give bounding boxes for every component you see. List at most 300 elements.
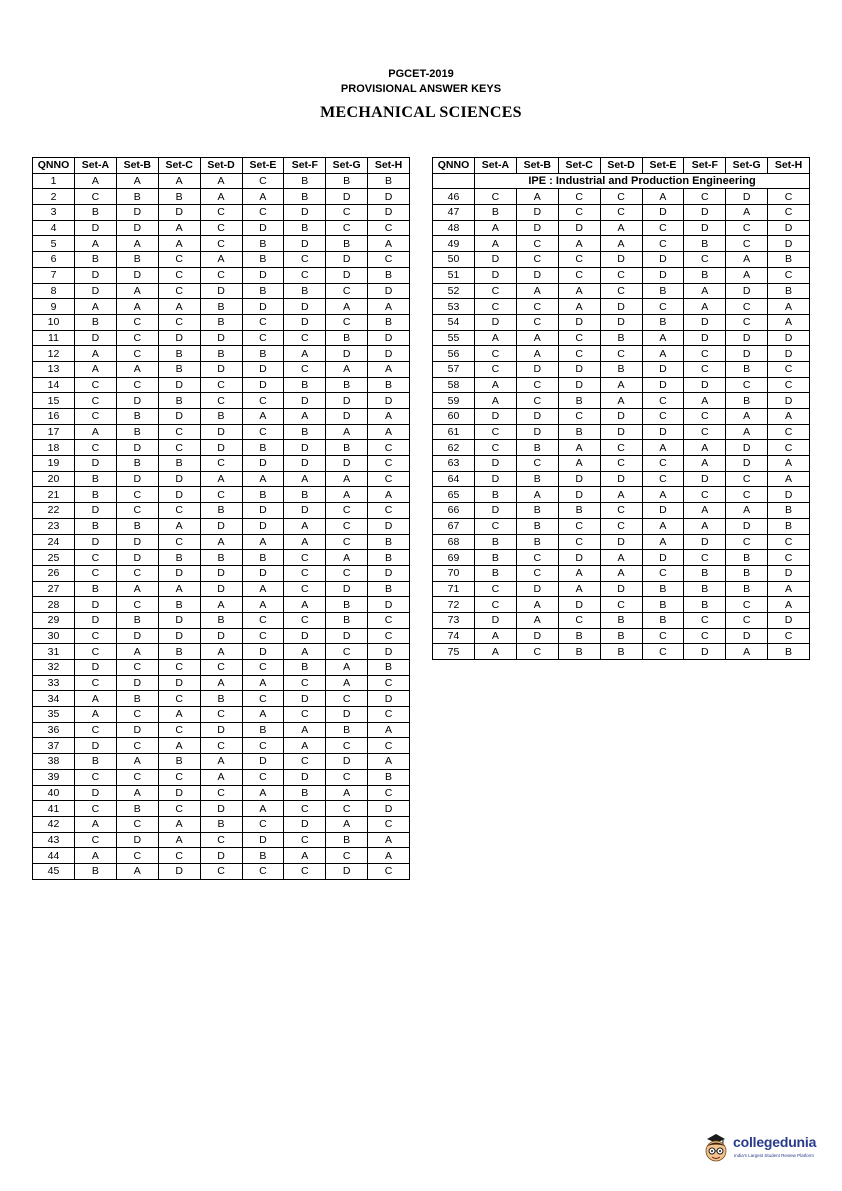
question-number-cell: 32 (33, 660, 75, 676)
answer-cell: B (768, 283, 810, 299)
answer-cell: D (158, 565, 200, 581)
table-row (433, 252, 810, 268)
answer-cell: A (75, 236, 117, 252)
answer-cell: C (242, 738, 284, 754)
table-row (33, 754, 410, 770)
answer-cell: D (475, 252, 517, 268)
answer-cell: C (558, 612, 600, 628)
question-number-cell: 73 (433, 612, 475, 628)
answer-cell: C (726, 534, 768, 550)
answer-cell: B (684, 267, 726, 283)
answer-cell: B (600, 628, 642, 644)
answer-cell: B (242, 848, 284, 864)
answer-cell: A (242, 801, 284, 817)
answer-cell: D (600, 581, 642, 597)
answer-cell: C (558, 252, 600, 268)
answer-cell: C (368, 816, 410, 832)
table-row (33, 252, 410, 268)
answer-cell: D (326, 267, 368, 283)
answer-cell: C (475, 597, 517, 613)
table-row (33, 628, 410, 644)
answer-cell: D (284, 816, 326, 832)
column-header-set-f: Set-F (284, 158, 326, 174)
answer-cell: A (158, 173, 200, 189)
answer-cell: A (284, 722, 326, 738)
answer-cell: A (242, 597, 284, 613)
answer-cell: B (558, 644, 600, 660)
answer-cell: D (284, 456, 326, 472)
answer-cell: C (284, 707, 326, 723)
answer-cell: D (75, 785, 117, 801)
answer-cell: D (242, 267, 284, 283)
answer-cell: C (368, 863, 410, 879)
answer-cell: A (600, 565, 642, 581)
answer-cell: D (75, 534, 117, 550)
answer-cell: C (368, 675, 410, 691)
column-header-set-e: Set-E (642, 158, 684, 174)
question-number-cell: 24 (33, 534, 75, 550)
answer-cell: A (116, 581, 158, 597)
answer-cell: A (326, 487, 368, 503)
answer-cell: A (726, 644, 768, 660)
answer-cell: D (642, 252, 684, 268)
answer-cell: B (768, 644, 810, 660)
answer-cell: D (516, 205, 558, 221)
answer-cell: C (600, 518, 642, 534)
answer-cell: C (75, 769, 117, 785)
answer-cell: C (200, 863, 242, 879)
answer-cell: D (75, 738, 117, 754)
answer-cell: C (768, 440, 810, 456)
answer-cell: C (200, 456, 242, 472)
answer-cell: A (642, 330, 684, 346)
answer-cell: D (200, 722, 242, 738)
answer-cell: B (684, 565, 726, 581)
table-row (33, 236, 410, 252)
answer-cell: C (242, 393, 284, 409)
answer-cell: C (516, 299, 558, 315)
answer-cell: D (326, 409, 368, 425)
answer-cell: C (642, 644, 684, 660)
answer-cell: A (368, 487, 410, 503)
answer-cell: C (158, 534, 200, 550)
answer-cell: C (516, 565, 558, 581)
question-number-cell: 16 (33, 409, 75, 425)
table-row (433, 409, 810, 425)
answer-cell: D (326, 189, 368, 205)
answer-cell: B (200, 550, 242, 566)
answer-cell: D (284, 440, 326, 456)
answer-cell: D (75, 220, 117, 236)
answer-cell: A (158, 581, 200, 597)
answer-cell: D (642, 424, 684, 440)
answer-cell: A (326, 299, 368, 315)
exam-title: PGCET-2019 (388, 68, 454, 80)
answer-cell: C (768, 361, 810, 377)
answer-cell: D (326, 628, 368, 644)
answer-cell: B (326, 173, 368, 189)
answer-cell: C (242, 612, 284, 628)
answer-cell: C (684, 346, 726, 362)
table-row (433, 299, 810, 315)
answer-cell: C (516, 456, 558, 472)
answer-cell: D (116, 471, 158, 487)
answer-cell: A (516, 189, 558, 205)
answer-cell: A (516, 612, 558, 628)
answer-cell: B (475, 550, 517, 566)
answer-cell: C (600, 456, 642, 472)
answer-cell: C (200, 785, 242, 801)
answer-cell: C (116, 314, 158, 330)
answer-cell: A (368, 424, 410, 440)
answer-cell: B (242, 550, 284, 566)
answer-cell: C (158, 848, 200, 864)
answer-cell: A (200, 534, 242, 550)
answer-cell: A (642, 189, 684, 205)
question-number-cell: 35 (33, 707, 75, 723)
question-number-cell: 72 (433, 597, 475, 613)
question-number-cell: 49 (433, 236, 475, 252)
answer-cell: B (75, 487, 117, 503)
answer-cell: A (475, 377, 517, 393)
answer-cell: C (75, 189, 117, 205)
table-row (433, 346, 810, 362)
answer-cell: C (600, 346, 642, 362)
answer-cell: D (684, 330, 726, 346)
question-number-cell: 17 (33, 424, 75, 440)
column-header-set-a: Set-A (475, 158, 517, 174)
answer-cell: A (242, 707, 284, 723)
column-header-set-f: Set-F (684, 158, 726, 174)
answer-cell: D (242, 456, 284, 472)
answer-cell: C (642, 220, 684, 236)
answer-cell: A (475, 644, 517, 660)
answer-key-table-right (432, 157, 810, 660)
answer-cell: C (284, 330, 326, 346)
answer-cell: D (284, 503, 326, 519)
answer-cell: C (326, 220, 368, 236)
answer-cell: C (200, 832, 242, 848)
answer-cell: A (75, 173, 117, 189)
answer-cell: C (726, 299, 768, 315)
answer-cell: D (242, 503, 284, 519)
answer-cell: D (75, 267, 117, 283)
answer-cell: A (200, 644, 242, 660)
answer-cell: D (158, 471, 200, 487)
answer-cell: A (242, 581, 284, 597)
answer-cell: D (116, 393, 158, 409)
answer-cell: A (558, 565, 600, 581)
mascot-icon (701, 1130, 731, 1164)
answer-cell: A (600, 393, 642, 409)
answer-cell: D (75, 283, 117, 299)
answer-cell: C (642, 299, 684, 315)
question-number-cell: 37 (33, 738, 75, 754)
answer-cell: D (368, 330, 410, 346)
answer-cell: B (242, 236, 284, 252)
answer-cell: D (600, 424, 642, 440)
column-header-set-a: Set-A (75, 158, 117, 174)
answer-cell: D (600, 471, 642, 487)
answer-cell: A (558, 299, 600, 315)
answer-cell: D (642, 267, 684, 283)
answer-cell: A (242, 471, 284, 487)
answer-cell: D (516, 424, 558, 440)
answer-cell: D (368, 565, 410, 581)
table-header-row (433, 158, 810, 174)
answer-cell: A (600, 487, 642, 503)
answer-cell: D (558, 377, 600, 393)
answer-cell: B (116, 252, 158, 268)
answer-cell: C (368, 440, 410, 456)
answer-cell: C (158, 722, 200, 738)
answer-cell: B (200, 816, 242, 832)
answer-cell: D (768, 220, 810, 236)
answer-cell: A (600, 377, 642, 393)
answer-cell: B (242, 440, 284, 456)
answer-cell: C (75, 565, 117, 581)
question-number-cell: 48 (433, 220, 475, 236)
answer-cell: A (200, 173, 242, 189)
answer-cell: D (475, 409, 517, 425)
table-row (33, 314, 410, 330)
answer-cell: B (116, 424, 158, 440)
answer-cell: A (684, 503, 726, 519)
answer-cell: D (516, 361, 558, 377)
logo-wordmark: collegedunia (733, 1134, 817, 1150)
answer-cell: C (558, 409, 600, 425)
answer-cell: A (475, 393, 517, 409)
answer-cell: B (75, 518, 117, 534)
column-header-set-c: Set-C (158, 158, 200, 174)
answer-cell: A (284, 848, 326, 864)
answer-cell: B (726, 361, 768, 377)
answer-cell: C (116, 660, 158, 676)
answer-cell: D (558, 550, 600, 566)
column-header-set-b: Set-B (516, 158, 558, 174)
answer-cell: B (242, 487, 284, 503)
answer-cell: C (326, 503, 368, 519)
answer-cell: C (475, 424, 517, 440)
answer-cell: C (642, 628, 684, 644)
answer-cell: C (116, 738, 158, 754)
answer-cell: D (116, 267, 158, 283)
answer-cell: C (768, 534, 810, 550)
table-row (33, 660, 410, 676)
answer-cell: D (558, 471, 600, 487)
answer-cell: A (200, 675, 242, 691)
question-number-cell: 5 (33, 236, 75, 252)
answer-cell: C (475, 189, 517, 205)
table-row (33, 487, 410, 503)
answer-cell: B (726, 550, 768, 566)
question-number-cell: 70 (433, 565, 475, 581)
answer-cell: D (75, 660, 117, 676)
question-number-cell: 9 (33, 299, 75, 315)
answer-cell: C (200, 738, 242, 754)
table-row (433, 565, 810, 581)
answer-cell: A (284, 409, 326, 425)
table-row (33, 691, 410, 707)
answer-cell: C (326, 738, 368, 754)
answer-cell: D (600, 534, 642, 550)
answer-cell: C (242, 205, 284, 221)
answer-cell: D (326, 393, 368, 409)
answer-cell: A (75, 691, 117, 707)
answer-cell: A (326, 471, 368, 487)
table-row (433, 518, 810, 534)
answer-cell: C (558, 534, 600, 550)
answer-cell: B (116, 409, 158, 425)
question-number-cell: 23 (33, 518, 75, 534)
table-row (433, 456, 810, 472)
table-row (433, 503, 810, 519)
question-number-cell: 30 (33, 628, 75, 644)
answer-cell: A (558, 440, 600, 456)
answer-cell: D (368, 346, 410, 362)
answer-cell: A (75, 848, 117, 864)
answer-cell: D (516, 628, 558, 644)
answer-cell: C (200, 220, 242, 236)
answer-cell: D (158, 487, 200, 503)
answer-cell: A (558, 283, 600, 299)
answer-cell: D (284, 236, 326, 252)
answer-cell: A (368, 236, 410, 252)
answer-cell: C (684, 628, 726, 644)
question-number-cell: 34 (33, 691, 75, 707)
answer-cell: D (684, 534, 726, 550)
answer-cell: C (158, 283, 200, 299)
answer-cell: D (284, 393, 326, 409)
answer-cell: C (284, 581, 326, 597)
answer-cell: A (600, 220, 642, 236)
answer-cell: A (284, 644, 326, 660)
answer-cell: B (284, 487, 326, 503)
answer-cell: C (516, 236, 558, 252)
table-row (433, 471, 810, 487)
answer-cell: B (516, 440, 558, 456)
answer-cell: B (642, 283, 684, 299)
answer-cell: C (200, 236, 242, 252)
answer-cell: D (158, 863, 200, 879)
answer-cell: B (200, 299, 242, 315)
answer-cell: B (326, 832, 368, 848)
answer-cell: C (116, 377, 158, 393)
answer-cell: C (75, 550, 117, 566)
answer-cell: D (326, 863, 368, 879)
question-number-cell: 53 (433, 299, 475, 315)
answer-cell: C (600, 597, 642, 613)
answer-cell: D (200, 628, 242, 644)
answer-cell: C (516, 550, 558, 566)
answer-cell: C (368, 612, 410, 628)
table-row (433, 393, 810, 409)
answer-cell: C (368, 471, 410, 487)
answer-cell: C (600, 283, 642, 299)
answer-cell: B (516, 471, 558, 487)
table-row (433, 220, 810, 236)
answer-cell: C (242, 314, 284, 330)
question-number-cell: 22 (33, 503, 75, 519)
answer-cell: A (242, 534, 284, 550)
answer-cell: A (75, 424, 117, 440)
answer-cell: C (684, 252, 726, 268)
answer-cell: C (116, 487, 158, 503)
question-number-cell: 2 (33, 189, 75, 205)
answer-cell: B (75, 205, 117, 221)
answer-cell: A (368, 361, 410, 377)
table-row (33, 738, 410, 754)
answer-cell: A (642, 346, 684, 362)
table-row (433, 283, 810, 299)
answer-cell: D (600, 252, 642, 268)
answer-cell: D (200, 581, 242, 597)
answer-cell: D (368, 518, 410, 534)
answer-cell: D (368, 597, 410, 613)
question-number-cell: 75 (433, 644, 475, 660)
answer-cell: C (200, 377, 242, 393)
answer-cell: D (475, 456, 517, 472)
question-number-cell: 56 (433, 346, 475, 362)
collegedunia-logo (701, 1130, 826, 1166)
answer-cell: B (368, 377, 410, 393)
answer-cell: C (368, 738, 410, 754)
answer-cell: A (684, 299, 726, 315)
answer-cell: B (284, 660, 326, 676)
answer-cell: A (158, 832, 200, 848)
question-number-cell: 67 (433, 518, 475, 534)
answer-cell: C (600, 267, 642, 283)
answer-cell: D (475, 612, 517, 628)
answer-cell: B (768, 518, 810, 534)
answer-cell: B (242, 346, 284, 362)
table-row (33, 299, 410, 315)
answer-cell: B (642, 597, 684, 613)
answer-cell: A (326, 424, 368, 440)
answer-cell: C (284, 267, 326, 283)
answer-cell: D (642, 550, 684, 566)
table-row (433, 487, 810, 503)
answer-cell: B (284, 283, 326, 299)
answer-cell: B (242, 252, 284, 268)
table-row (433, 534, 810, 550)
table-row (33, 785, 410, 801)
question-number-cell: 45 (33, 863, 75, 879)
answer-cell: C (326, 565, 368, 581)
answer-cell: A (116, 361, 158, 377)
answer-cell: A (684, 456, 726, 472)
answer-cell: A (558, 456, 600, 472)
answer-cell: A (768, 471, 810, 487)
question-number-cell: 1 (33, 173, 75, 189)
question-number-cell: 38 (33, 754, 75, 770)
answer-cell: C (726, 314, 768, 330)
table-row (433, 236, 810, 252)
answer-cell: A (116, 299, 158, 315)
answer-cell: D (726, 628, 768, 644)
answer-cell: C (368, 628, 410, 644)
question-number-cell: 71 (433, 581, 475, 597)
answer-cell: A (516, 283, 558, 299)
answer-cell: A (684, 440, 726, 456)
question-number-cell: 13 (33, 361, 75, 377)
answer-cell: C (242, 816, 284, 832)
table-row (33, 816, 410, 832)
answer-cell: B (116, 189, 158, 205)
answer-cell: B (600, 644, 642, 660)
answer-cell: B (75, 863, 117, 879)
answer-cell: C (684, 361, 726, 377)
